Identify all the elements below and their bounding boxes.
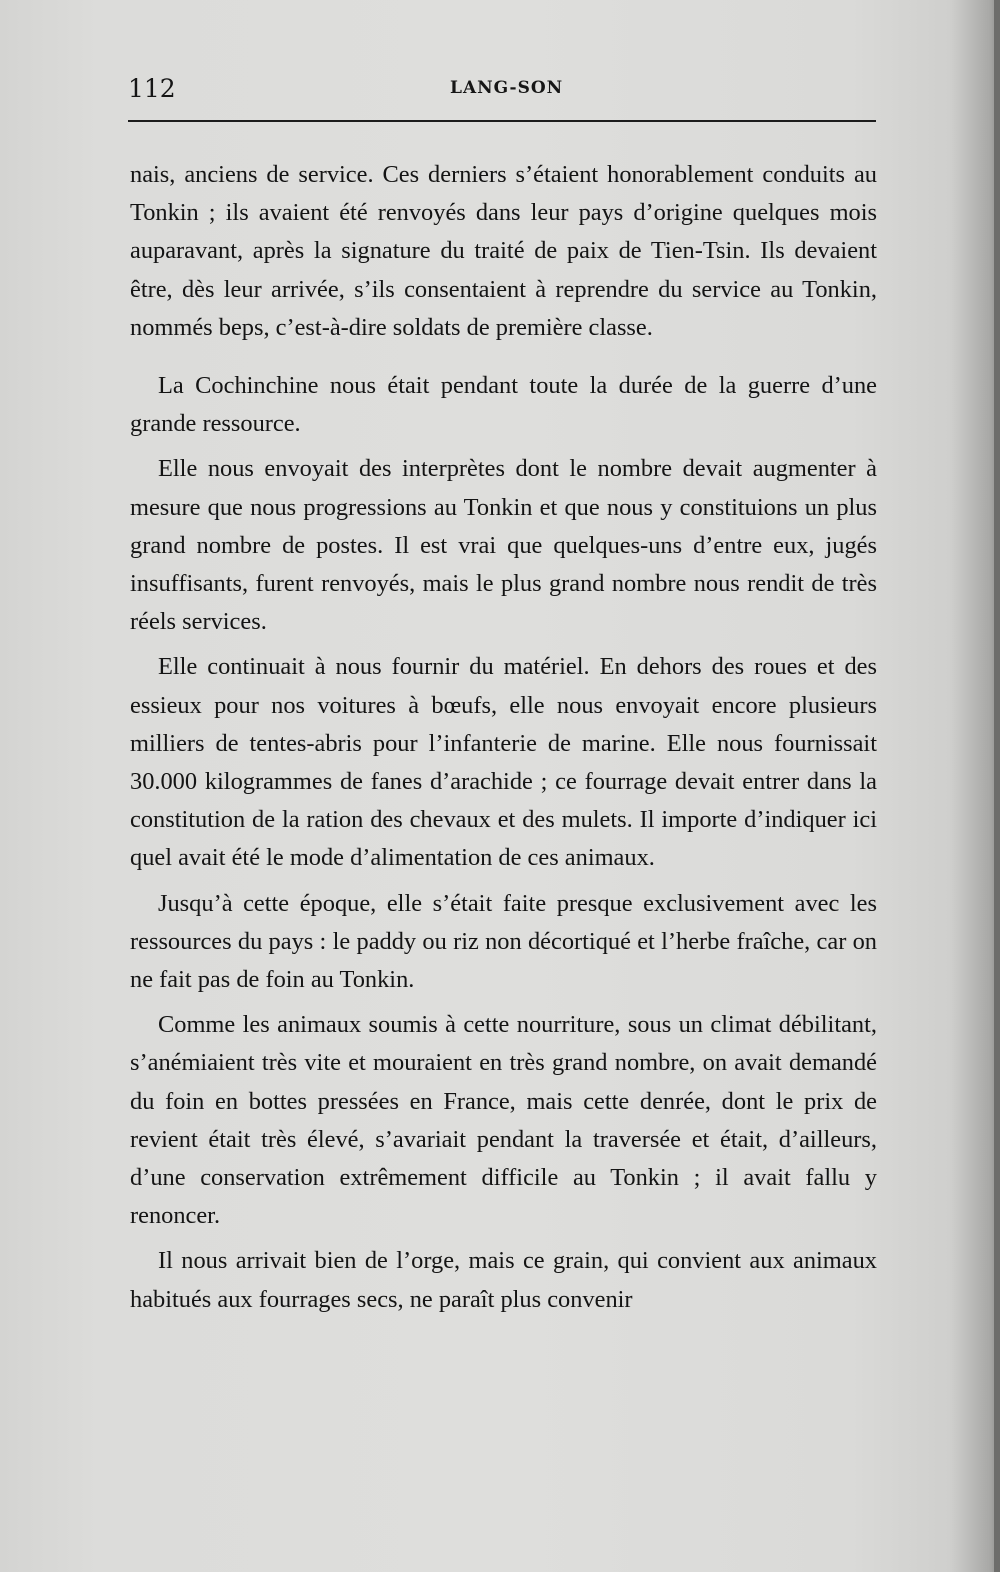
page-edge-shadow: [994, 0, 1000, 1572]
header-rule: [128, 120, 876, 122]
running-header: [128, 72, 876, 108]
paragraph: nais, anciens de service. Ces derniers s’étaient honorablement conduits au Tonkin ; ils avaient été renvoyés dans leur pays d’origine quelques mois auparavant, après la signature du traité de paix de Tien-Tsin. Ils devaient être, dès leur arrivée, s’ils consentaient à reprendre du service au Tonkin, nommés beps, c’est-à-dire soldats de première classe.: [130, 161, 877, 341]
paragraph: Elle nous envoyait des interprètes dont le nombre devait augmenter à mesure que nous progressions au Tonkin et que nous y constituions un plus grand nombre de postes. Il est vrai que quelques-uns d’entre eux, jugés insuffisants, furent renvoyés, mais le plus grand nombre nous rendit de très réels services.: [130, 455, 877, 636]
page-number: 112: [128, 74, 176, 103]
paragraph: Il nous arrivait bien de l’orge, mais ce grain, qui convient aux animaux habitués aux fourrages secs, ne paraît plus convenir: [130, 1247, 877, 1313]
running-title: LANG-SON: [450, 78, 564, 98]
paragraph: Jusqu’à cette époque, elle s’était faite presque exclusivement avec les ressources du pays : le paddy ou riz non décortiqué et l’herbe fraîche, car on ne fait pas de foin au Tonkin.: [130, 889, 877, 994]
paragraph: Elle continuait à nous fournir du matériel. En dehors des roues et des essieux pour nos voitures à bœufs, elle nous envoyait encore plusieurs milliers de tentes-abris pour l’infanterie de marine. Elle nous fournissait 30.000 kilogrammes de fanes d’arachide ; ce fourrage devait entrer dans la constitution de la ration des chevaux et des mulets. Il importe d’indiquer ici quel avait été le mode d’alimentation de ces animaux.: [130, 653, 877, 872]
paragraph: Comme les animaux soumis à cette nourriture, sous un climat débilitant, s’anémiaient très vite et mouraient en très grand nombre, on avait demandé du foin en bottes pressées en France, mais cette denrée, dont le prix de revient était très élevé, s’avariait pendant la traversée et était, d’ailleurs, d’une conservation extrêmement difficile au Tonkin ; il avait fallu y renoncer.: [130, 1011, 877, 1230]
body-text: [130, 156, 877, 1319]
paragraph: La Cochinchine nous était pendant toute la durée de la guerre d’une grande ressource.: [130, 372, 877, 438]
